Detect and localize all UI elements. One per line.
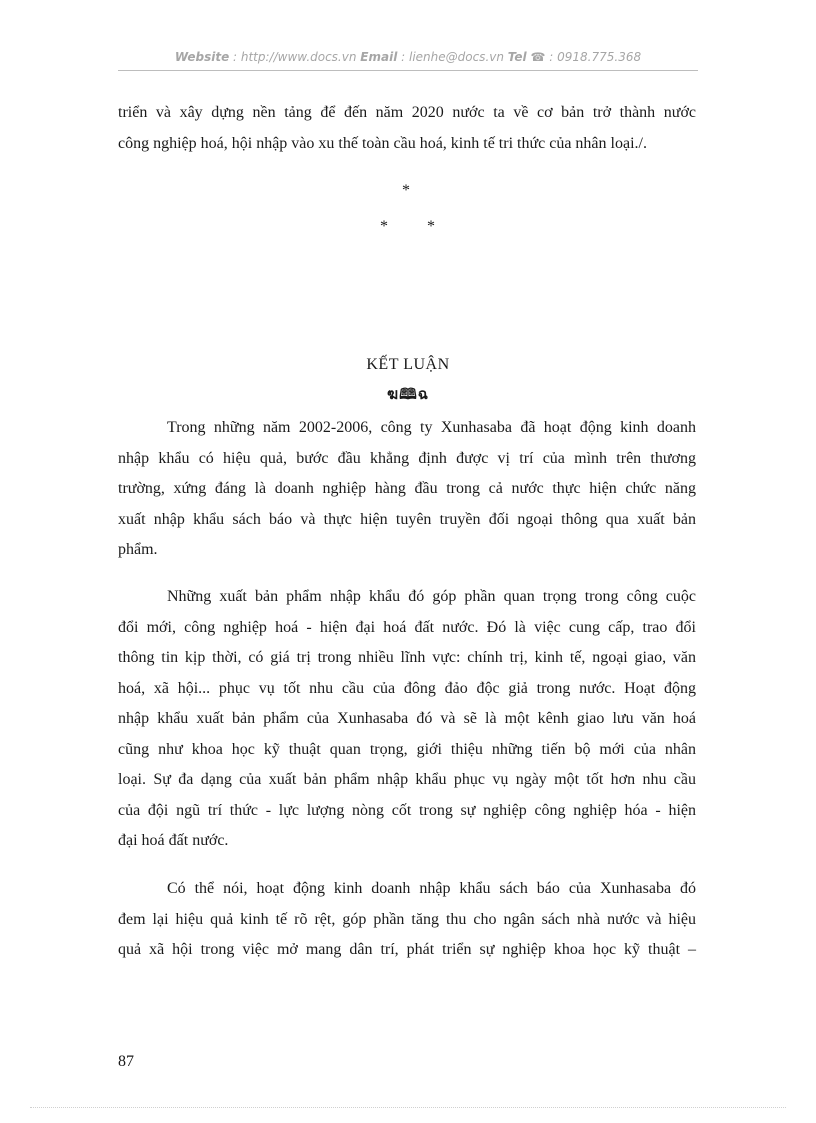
separator-star: * [427, 218, 435, 235]
paragraph-line: của đội ngũ trí thức - lực lượng nòng cốt trong sự nghiệp công nghiệp hóa - hiện [118, 801, 696, 819]
conclusion-paragraph-1 [118, 413, 696, 566]
paragraph-line: loại. Sự đa dạng của xuất bản phẩm nhập khẩu phục vụ ngày một tốt hơn nhu cầu [118, 771, 696, 788]
paragraph-line: nhập khẩu có hiệu quả, bước đầu khẳng định được vị trí của mình trên thương [118, 449, 696, 467]
paragraph-line: hoá, xã hội... phục vụ tốt nhu cầu của đông đảo độc giả trong nước. Hoạt động [118, 679, 696, 697]
page-header [118, 50, 698, 64]
paragraph-line: nhập khẩu xuất bản phẩm của Xunhasaba đó và sẽ là một kênh giao lưu văn hoá [118, 710, 696, 727]
paragraph-line: Trong những năm 2002-2006, công ty Xunhasaba đã hoạt động kinh doanh [167, 419, 696, 436]
tel-label: Tel [507, 50, 527, 64]
paragraph-line: Có thể nói, hoạt động kinh doanh nhập khẩu sách báo của Xunhasaba đó [167, 880, 696, 897]
paragraph-line: cũng như khoa học kỹ thuật quan trọng, giới thiệu những tiến bộ mới của nhân [118, 740, 696, 758]
paragraph-line: quả xã hội trong việc mở mang dân trí, phát triển sự nghiệp khoa học kỹ thuật – [118, 941, 696, 958]
conclusion-paragraph-3 [118, 874, 696, 966]
ornament-icon: ฆ🕮ฉ [386, 387, 430, 403]
page-number: 87 [118, 1053, 134, 1070]
paragraph-line: đại hoá đất nước. [118, 832, 229, 849]
paragraph-line: đổi mới, công nghiệp hoá - hiện đại hoá đất nước. Đó là việc cung cấp, trao đổi [118, 618, 696, 636]
website-label: Website [174, 50, 230, 64]
section-title: KẾT LUẬN [366, 356, 450, 373]
paragraph-line: đem lại hiệu quả kinh tế rõ rệt, góp phần tăng thu cho ngân sách nhà nước và hiệu [118, 910, 696, 928]
conclusion-paragraph-2 [118, 582, 696, 857]
email-value[interactable]: : lienhe@docs.vn [397, 50, 508, 64]
paragraph-line: Những xuất bản phẩm nhập khẩu đó góp phần quan trọng trong công cuộc [167, 588, 696, 605]
intro-paragraph [118, 98, 696, 159]
paragraph-line: trường, xứng đáng là doanh nghiệp hàng đầu trong cả nước thực hiện chức năng [118, 480, 696, 497]
separator-star: * [402, 182, 410, 199]
paragraph-line: triển và xây dựng nền tảng để đến năm 2020 nước ta về cơ bản trở thành nước [118, 104, 696, 121]
tel-value: : 0918.775.368 [545, 50, 642, 64]
phone-icon: ☎ [530, 50, 546, 64]
separator-star: * [380, 218, 388, 235]
website-value[interactable]: : http://www.docs.vn [229, 50, 361, 64]
email-label: Email [360, 50, 398, 64]
paragraph-line: công nghiệp hoá, hội nhập vào xu thế toàn cầu hoá, kinh tế tri thức của nhân loại./. [118, 134, 647, 152]
paragraph-line: phẩm. [118, 541, 158, 558]
footer-divider [30, 1107, 786, 1108]
paragraph-line: xuất nhập khẩu sách báo và thực hiện tuyên truyền đối ngoại thông qua xuất bản [118, 510, 696, 528]
header-divider [118, 70, 698, 71]
paragraph-line: thông tin kịp thời, có giá trị trong nhiều lĩnh vực: chính trị, kinh tế, ngoại giao, văn [118, 649, 696, 666]
